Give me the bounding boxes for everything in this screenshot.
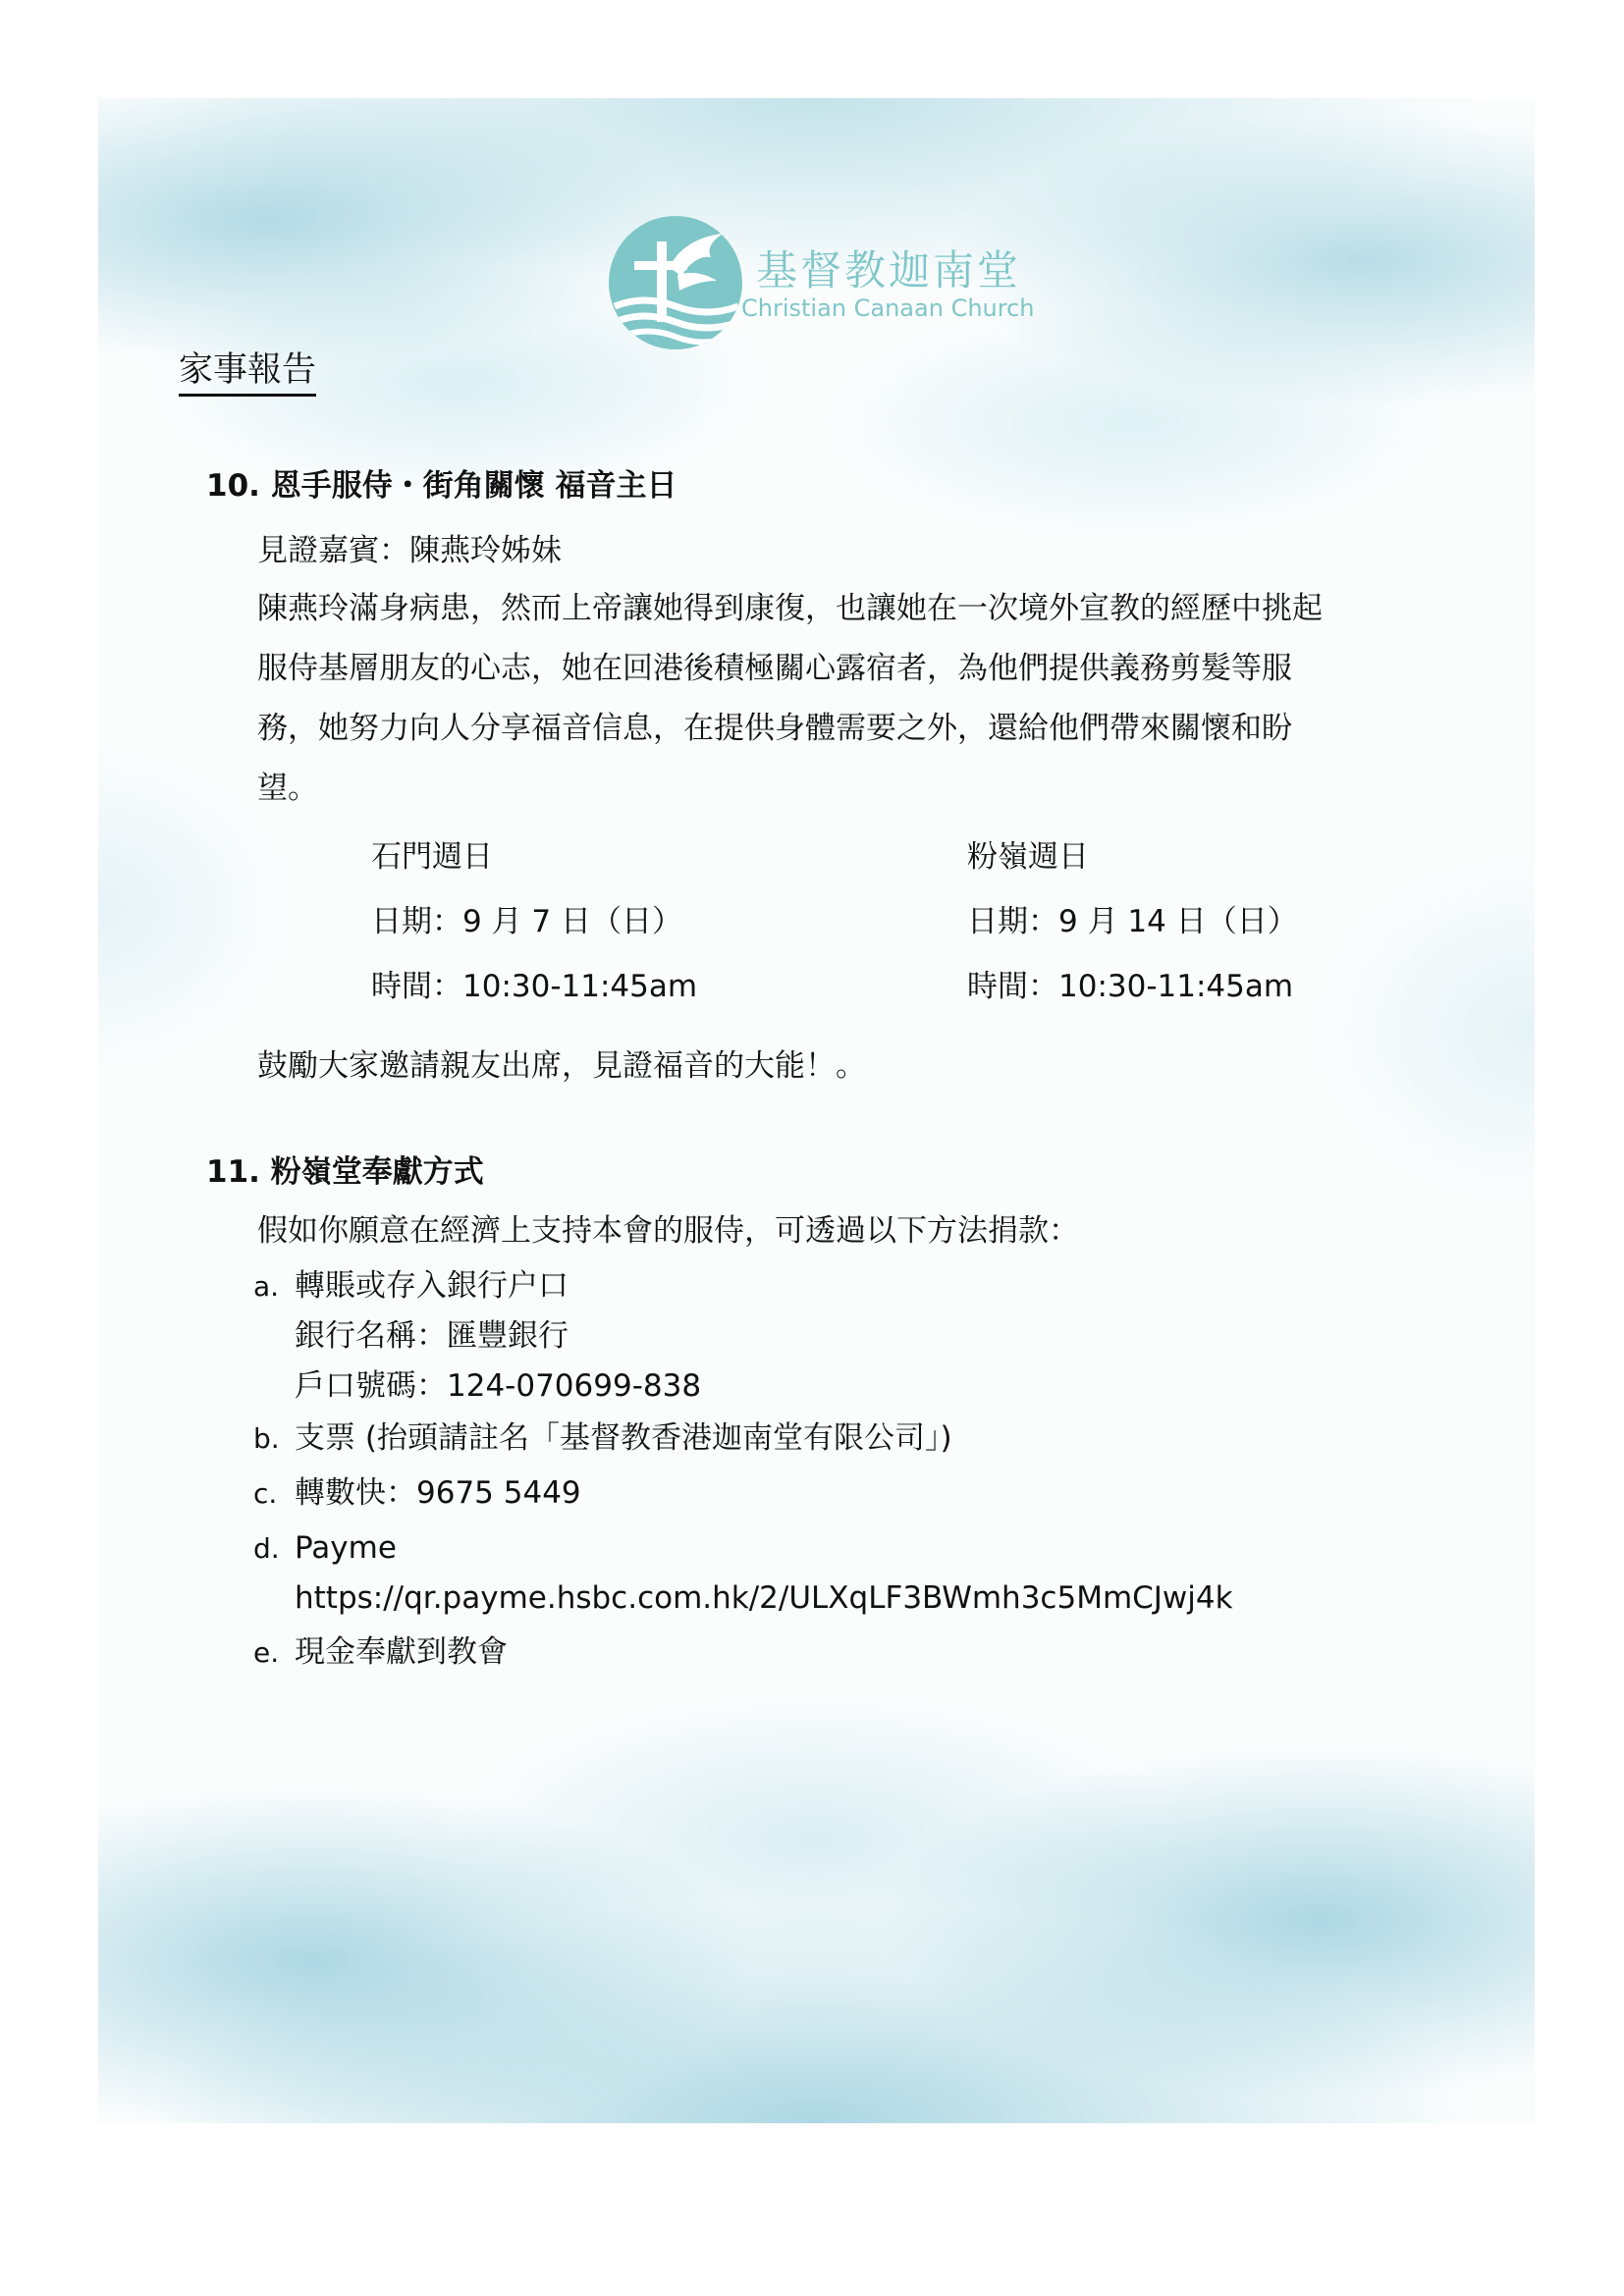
item-text: 轉賬或存入銀行户口 [295,1268,568,1304]
item-letter: e. [253,1636,280,1669]
section-11-title: 粉嶺堂奉獻方式 [270,1154,484,1190]
venue-time: 時間：10:30-11:45am [967,969,1294,1004]
paragraph-line: 務，她努力向人分享福音信息，在提供身體需要之外，還給他們帶來關懷和盼 [257,711,1292,746]
cross-dove-icon [609,216,742,349]
list-item [253,1468,581,1519]
section-11-heading [206,1147,484,1191]
item-text: 支票 (抬頭請註名「基督教香港迦南堂有限公司」) [295,1420,952,1456]
list-item [253,1628,508,1678]
venue-name: 石門週日 [371,839,493,875]
item-text: 銀行名稱：匯豐銀行 [295,1318,568,1354]
item-text: Payme [295,1530,397,1566]
paragraph-line: 服侍基層朋友的心志，她在回港後積極關心露宿者，為他們提供義務剪髮等服 [257,651,1292,686]
item-text: 戶口號碼：124-070699-838 [295,1368,702,1404]
logo-name-en: Christian Canaan Church [741,294,1035,322]
paragraph-line: 陳燕玲滿身病患，然而上帝讓她得到康復，也讓她在一次境外宣教的經歷中挑起 [257,591,1323,626]
item-letter: b. [253,1422,280,1455]
payme-link[interactable]: https://qr.payme.hsbc.com.hk/2/ULXqLF3BWmh3c5MmCJwj4k [295,1580,1233,1616]
item-text: 現金奉獻到教會 [295,1634,508,1670]
item-text: 轉數快：9675 5449 [295,1475,581,1511]
item-letter: a. [253,1270,280,1303]
item-letter: c. [253,1477,278,1510]
paragraph-line: 望。 [257,771,318,806]
list-item [253,1261,701,1412]
venue-name: 粉嶺週日 [967,839,1089,875]
section-11-number: 11. [206,1154,260,1190]
section-10-title: 恩手服侍・街角關懷 福音主日 [270,468,677,504]
list-item [253,1414,952,1464]
venue-fanling [967,825,1298,1019]
venue-time: 時間：10:30-11:45am [371,969,698,1004]
church-logo [604,211,1046,358]
guest-line: 見證嘉賓：陳燕玲姊妹 [257,533,562,568]
list-item [253,1523,1233,1624]
item-letter: d. [253,1532,280,1565]
section-10-heading [206,460,677,505]
section-10-number: 10. [206,468,260,504]
donation-intro: 假如你願意在經濟上支持本會的服侍，可透過以下方法捐款： [257,1213,1079,1249]
testimony-paragraph [257,579,1416,819]
logo-name-cn: 基督教迦南堂 [756,246,1022,294]
venue-date: 日期：9 月 7 日（日） [371,904,683,939]
report-title: 家事報告 [179,348,316,397]
closing-line: 鼓勵大家邀請親友出席，見證福音的大能！。 [257,1048,866,1084]
venue-shekmun [371,825,697,1019]
page-background [98,98,1535,2123]
venue-date: 日期：9 月 14 日（日） [967,904,1298,939]
